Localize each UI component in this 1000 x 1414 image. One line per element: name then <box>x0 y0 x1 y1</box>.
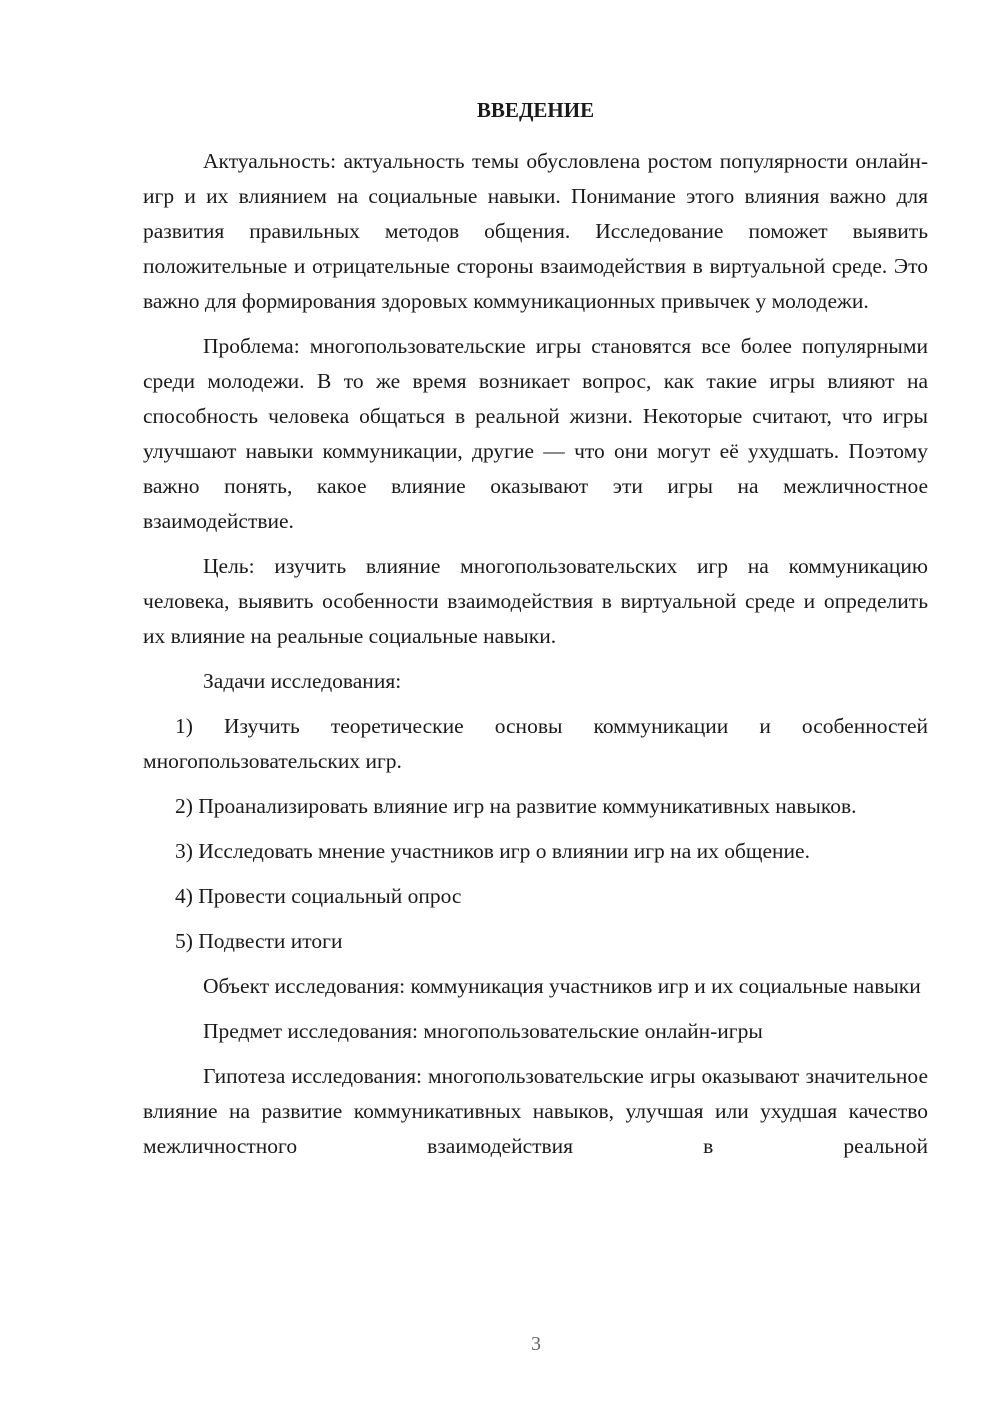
section-title: ВВЕДЕНИЕ <box>476 98 595 122</box>
task-item-4: 4) Провести социальный опрос <box>175 884 462 908</box>
task-item-3: 3) Исследовать мнение участников игр о влиянии игр на их общение. <box>175 839 810 863</box>
object-paragraph: Объект исследования: коммуникация участников игр и их социальные навыки <box>203 974 921 998</box>
task-item-1: 1) Изучить теоретические основы коммуникации и особенностей многопользовательских игр. <box>143 714 928 773</box>
task-item-2: 2) Проанализировать влияние игр на развитие коммуникативных навыков. <box>175 794 857 818</box>
goal-paragraph: Цель: изучить влияние многопользовательских игр на коммуникацию человека, выявить особенности взаимодействия в виртуальной среде и определить их влияние на реальные социальные навыки. <box>143 554 928 648</box>
relevance-paragraph: Актуальность: актуальность темы обусловлена ростом популярности онлайн-игр и их влиянием на социальные навыки. Понимание этого влияния важно для развития правильных методов общения. Исследование поможет выявить положительные и отрицательные стороны взаимодействия в виртуальной среде. Это важно для формирования здоровых коммуникационных привычек у молодежи. <box>143 149 928 313</box>
page-number: 3 <box>531 1333 541 1355</box>
hypothesis-paragraph: Гипотеза исследования: многопользовательские игры оказывают значительное влияние на развитие коммуникативных навыков, улучшая или ухудшая качество межличностного взаимодействия в реальной <box>143 1064 928 1158</box>
task-item-5: 5) Подвести итоги <box>175 929 343 953</box>
problem-paragraph: Проблема: многопользовательские игры становятся все более популярными среди молодежи. В то же время возникает вопрос, как такие игры влияют на способность человека общаться в реальной жизни. Некоторые считают, что игры улучшают навыки коммуникации, другие — что они могут её ухудшать. Поэтому важно понять, какое влияние оказывают эти игры на межличностное взаимодействие. <box>143 334 928 533</box>
document-page <box>143 94 928 1174</box>
subject-paragraph: Предмет исследования: многопользовательские онлайн-игры <box>203 1019 763 1043</box>
tasks-heading: Задачи исследования: <box>203 669 402 693</box>
